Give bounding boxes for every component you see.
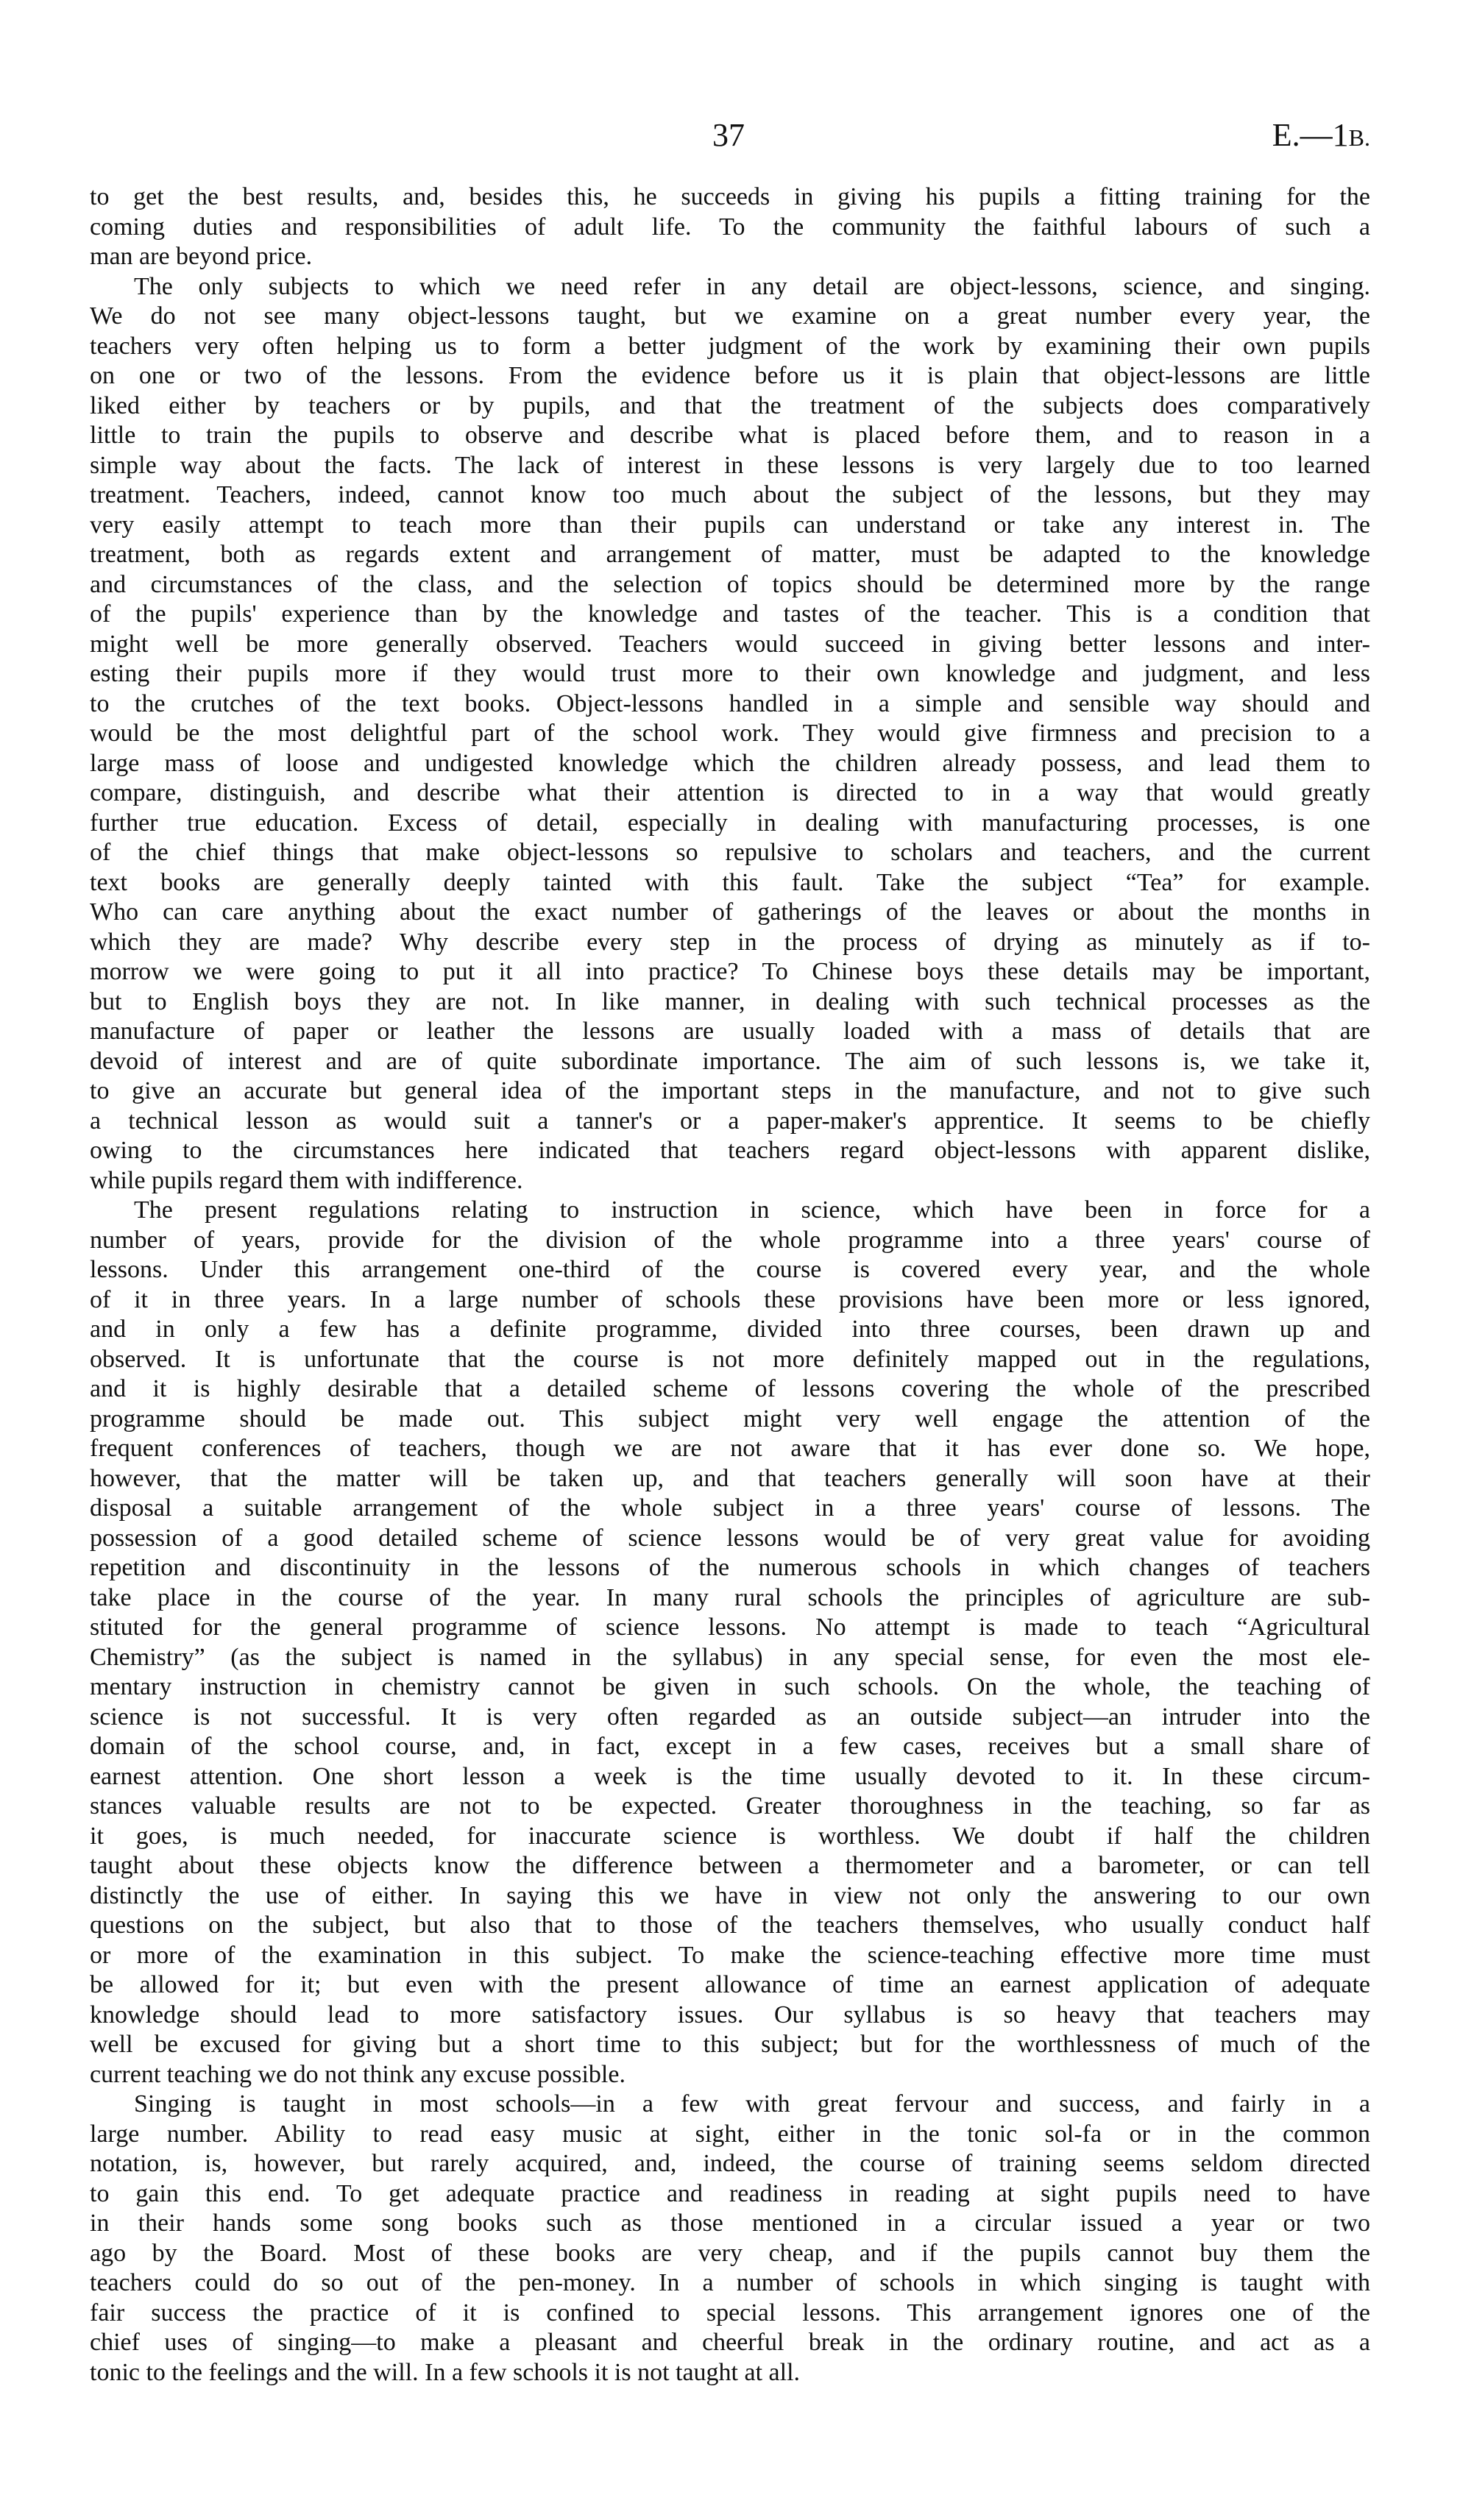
text-line: in their hands some song books such as those mentioned in a circular issued a year or two: [90, 2210, 1370, 2237]
text-line: lessons. Under this arrangement one-third of the course is covered every year, and the whole: [90, 1256, 1370, 1283]
text-line: teachers could do so out of the pen-money. In a number of schools in which singing is taught with: [90, 2269, 1370, 2296]
paragraph: [90, 182, 1370, 272]
text-line: number of years, provide for the division of the whole programme into a three years' course of: [90, 1226, 1370, 1254]
text-line: to give an accurate but general idea of the important steps in the manufacture, and not to give such: [90, 1077, 1370, 1104]
text-line: notation, is, however, but rarely acquired, and, indeed, the course of training seems seldom directed: [90, 2150, 1370, 2177]
text-line: tonic to the feelings and the will. In a few schools it is not taught at all.: [90, 2358, 801, 2386]
text-line: large number. Ability to read easy music at sight, either in the tonic sol-fa or in the common: [90, 2120, 1370, 2148]
text-line: mentary instruction in chemistry cannot be given in such schools. On the whole, the teaching of: [90, 1673, 1370, 1700]
text-line: might well be more generally observed. Teachers would succeed in giving better lessons and inter-: [90, 630, 1370, 658]
text-line: but to English boys they are not. In like manner, in dealing with such technical processes as the: [90, 987, 1370, 1015]
text-line: to gain this end. To get adequate practice and readiness in reading at sight pupils need to have: [90, 2179, 1370, 2207]
text-line: very easily attempt to teach more than their pupils can understand or take any interest in. The: [90, 511, 1370, 539]
text-line: teachers very often helping us to form a better judgment of the work by examining their own pupils: [90, 332, 1370, 360]
text-line: large mass of loose and undigested knowledge which the children already possess, and lead them to: [90, 749, 1370, 777]
text-line: which they are made? Why describe every step in the process of drying as minutely as if to-: [90, 928, 1370, 956]
text-line: disposal a suitable arrangement of the whole subject in a three years' course of lessons. The: [90, 1494, 1370, 1522]
text-line: science is not successful. It is very often regarded as an outside subject—an intruder into the: [90, 1703, 1370, 1731]
text-line: further true education. Excess of detail, especially in dealing with manufacturing processes, is one: [90, 809, 1370, 837]
text-line: liked either by teachers or by pupils, and that the treatment of the subjects does comparatively: [90, 391, 1370, 419]
text-line: take place in the course of the year. In many rural schools the principles of agriculture are sub-: [90, 1583, 1370, 1611]
text-line: chief uses of singing—to make a pleasant and cheerful break in the ordinary routine, and act as a: [90, 2329, 1370, 2356]
text-line: treatment. Teachers, indeed, cannot know too much about the subject of the lessons, but they may: [90, 481, 1370, 508]
page-number: 37: [712, 117, 745, 153]
text-line: questions on the subject, but also that to those of the teachers themselves, who usually conduct half: [90, 1912, 1370, 1939]
document-reference-main: E.—1: [1272, 117, 1349, 153]
text-line: treatment, both as regards extent and arrangement of matter, must be adapted to the knowledge: [90, 541, 1370, 568]
text-line: compare, distinguish, and describe what their attention is directed to in a way that would greatly: [90, 779, 1370, 806]
text-line: taught about these objects know the difference between a thermometer and a barometer, or can tell: [90, 1852, 1370, 1879]
text-line: Singing is taught in most schools—in a few with great fervour and success, and fairly in a: [134, 2090, 1370, 2118]
text-line: devoid of interest and are of quite subordinate importance. The aim of such lessons is, we take it,: [90, 1047, 1370, 1075]
text-line: possession of a good detailed scheme of science lessons would be of very great value for avoiding: [90, 1524, 1370, 1552]
paragraph: [90, 1196, 1370, 2090]
text-line: well be excused for giving but a short time to this subject; but for the worthlessness of much of the: [90, 2031, 1370, 2058]
text-line: knowledge should lead to more satisfactory issues. Our syllabus is so heavy that teachers may: [90, 2001, 1370, 2029]
text-line: to get the best results, and, besides this, he succeeds in giving his pupils a fitting training for the: [90, 183, 1370, 210]
text-line: simple way about the facts. The lack of interest in these lessons is very largely due to too learned: [90, 451, 1370, 479]
text-line: The present regulations relating to instruction in science, which have been in force for a: [134, 1196, 1370, 1224]
text-line: fair success the practice of it is confined to special lessons. This arrangement ignores one of the: [90, 2299, 1370, 2326]
text-line: domain of the school course, and, in fact, except in a few cases, receives but a small share of: [90, 1733, 1370, 1760]
text-line: however, that the matter will be taken up, and that teachers generally will soon have at their: [90, 1464, 1370, 1492]
text-line: owing to the circumstances here indicated that teachers regard object-lessons with apparent dislike,: [90, 1137, 1370, 1164]
text-line: or more of the examination in this subject. To make the science-teaching effective more time must: [90, 1941, 1370, 1969]
text-line: and it is highly desirable that a detailed scheme of lessons covering the whole of the prescribed: [90, 1375, 1370, 1402]
text-line: would be the most delightful part of the school work. They would give firmness and precision to a: [90, 720, 1370, 747]
text-line: of the pupils' experience than by the knowledge and tastes of the teacher. This is a condition that: [90, 600, 1370, 628]
paragraph: [90, 2090, 1370, 2388]
text-line: programme should be made out. This subject might very well engage the attention of the: [90, 1405, 1370, 1433]
text-line: to the crutches of the text books. Object-lessons handled in a simple and sensible way should and: [90, 689, 1370, 717]
text-line: and circumstances of the class, and the selection of topics should be determined more by the range: [90, 570, 1370, 598]
text-line: coming duties and responsibilities of adult life. To the community the faithful labours of such a: [90, 213, 1370, 241]
text-line: ago by the Board. Most of these books are very cheap, and if the pupils cannot buy them the: [90, 2239, 1370, 2267]
text-line: repetition and discontinuity in the lessons of the numerous schools in which changes of teachers: [90, 1554, 1370, 1581]
text-line: little to train the pupils to observe and describe what is placed before them, and to reason in a: [90, 422, 1370, 449]
text-line: distinctly the use of either. In saying this we have in view not only the answering to our own: [90, 1881, 1370, 1909]
text-line: We do not see many object-lessons taught, but we examine on a great number every year, the: [90, 302, 1370, 330]
text-line: it goes, is much needed, for inaccurate science is worthless. We doubt if half the children: [90, 1822, 1370, 1850]
text-line: stances valuable results are not to be expected. Greater thoroughness in the teaching, so far as: [90, 1792, 1370, 1820]
document-reference: [1272, 116, 1370, 154]
text-line: text books are generally deeply tainted with this fault. Take the subject “Tea” for example.: [90, 868, 1370, 896]
text-line: of the chief things that make object-lessons so repulsive to scholars and teachers, and the current: [90, 839, 1370, 866]
text-line: manufacture of paper or leather the lessons are usually loaded with a mass of details that are: [90, 1018, 1370, 1045]
document-body: [90, 182, 1370, 2388]
text-line: earnest attention. One short lesson a week is the time usually devoted to it. In these circum-: [90, 1762, 1370, 1790]
text-line: The only subjects to which we need refer in any detail are object-lessons, science, and singing.: [134, 272, 1370, 300]
text-line: frequent conferences of teachers, though we are not aware that it has ever done so. We hope,: [90, 1435, 1370, 1462]
text-line: on one or two of the lessons. From the evidence before us it is plain that object-lessons are little: [90, 362, 1370, 389]
text-line: esting their pupils more if they would trust more to their own knowledge and judgment, and less: [90, 660, 1370, 687]
text-line: Chemistry” (as the subject is named in the syllabus) in any special sense, for even the most ele-: [90, 1643, 1370, 1671]
text-line: be allowed for it; but even with the present allowance of time an earnest application of adequate: [90, 1971, 1370, 1998]
text-line: and in only a few has a definite programme, divided into three courses, been drawn up and: [90, 1316, 1370, 1343]
text-line: observed. It is unfortunate that the course is not more definitely mapped out in the regulations,: [90, 1345, 1370, 1373]
text-line: morrow we were going to put it all into practice? To Chinese boys these details may be important,: [90, 958, 1370, 985]
document-reference-suffix: B.: [1348, 124, 1370, 151]
text-line: a technical lesson as would suit a tanner's or a paper-maker's apprentice. It seems to be chiefly: [90, 1107, 1370, 1135]
text-line: stituted for the general programme of science lessons. No attempt is made to teach “Agricultural: [90, 1614, 1370, 1641]
paragraph: [90, 272, 1370, 1196]
text-line: of it in three years. In a large number of schools these provisions have been more or less ignored,: [90, 1285, 1370, 1313]
text-line: current teaching we do not think any excuse possible.: [90, 2060, 626, 2088]
text-line: Who can care anything about the exact number of gatherings of the leaves or about the months in: [90, 898, 1370, 926]
text-line: while pupils regard them with indifference.: [90, 1166, 523, 1194]
text-line: man are beyond price.: [90, 243, 313, 270]
page-header: [0, 116, 1460, 153]
